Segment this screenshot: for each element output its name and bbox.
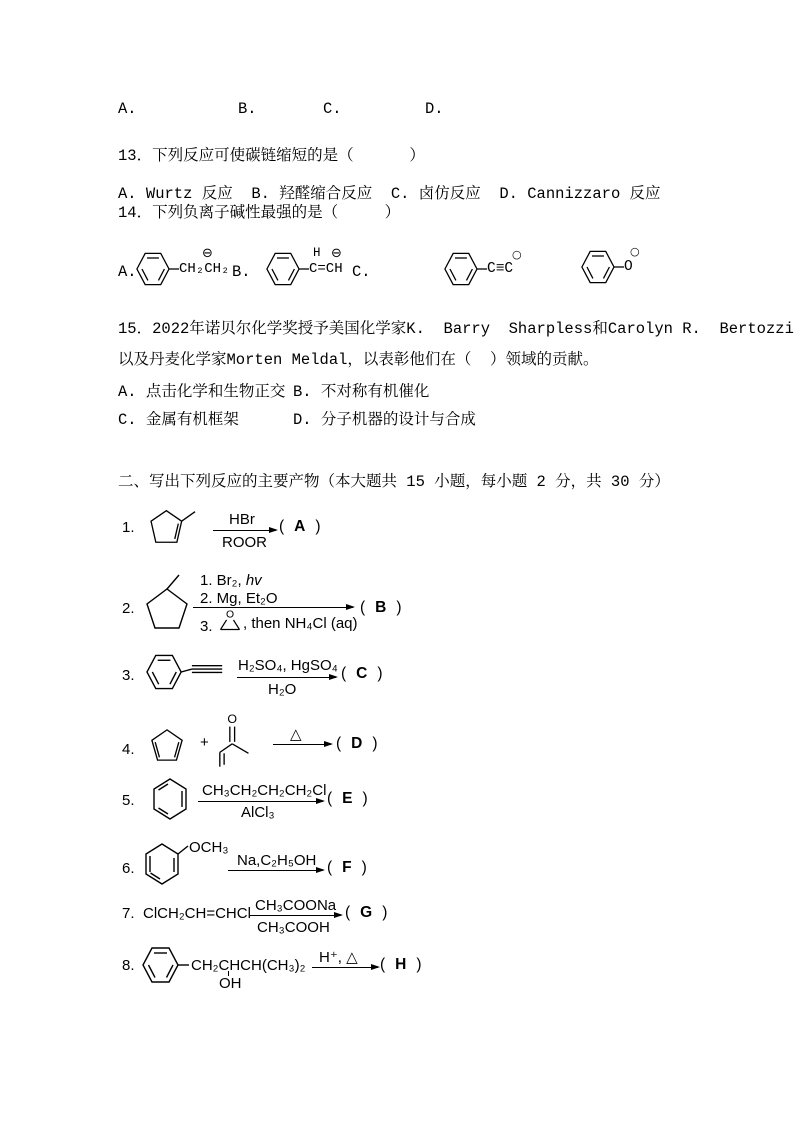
q14-structure-b-hydrogen: H: [313, 246, 321, 260]
q14-structure-c-formula: C≡C: [487, 261, 514, 277]
reaction-5-reagent-below: AlCl₃: [241, 804, 275, 821]
epoxide-oxygen-label: O: [225, 609, 235, 621]
reaction-1-reagent-above: HBr: [229, 511, 255, 528]
negative-charge-icon: ⊖: [202, 246, 213, 261]
reaction-arrow: [273, 744, 331, 745]
paren-close: ): [361, 859, 367, 876]
plus-sign: +: [200, 734, 209, 751]
question-15-option-b: B. 不对称有机催化: [293, 383, 430, 401]
benzene-ring: [266, 250, 310, 288]
q12-option-d-label: D.: [425, 100, 444, 118]
question-15-option-a: A. 点击化学和生物正交: [118, 383, 286, 401]
reaction-arrow: [312, 967, 378, 968]
phenylacetylene-structure: [146, 652, 230, 692]
anisole-ring-structure: [144, 841, 190, 885]
question-15-stem-line1: 15．2022年诺贝尔化学奖授予美国化学家K. Barry Sharpless和Carolyn R. Bertozzi: [118, 320, 794, 338]
question-13-stem: 13．下列反应可使碳链缩短的是（ ）: [118, 147, 425, 165]
reaction-2-condition-2: 2. Mg, Et₂O: [200, 590, 278, 607]
reaction-5-number: 5.: [122, 792, 135, 809]
reaction-8-reagent-above: H⁺, △: [319, 949, 358, 966]
q14-structure-b-formula: C=CH: [309, 261, 343, 277]
hydroxyl-label: OH: [219, 975, 242, 992]
product-letter: B: [375, 599, 387, 616]
product-letter: D: [351, 735, 363, 752]
reaction-8-number: 8.: [122, 957, 135, 974]
reaction-2-product: [360, 599, 402, 617]
reaction-7-reagent-below: CH₃COOH: [257, 919, 330, 936]
reaction-2-condition-3-text: , then NH₄Cl (aq): [243, 615, 358, 632]
reaction-arrow: [250, 915, 341, 916]
question-13-options: A. Wurtz 反应 B. 羟醛缩合反应 C. 卤仿反应 D. Cannizzaro 反应: [118, 185, 661, 203]
cyclopentadiene-structure: [150, 727, 184, 763]
reaction-7-number: 7.: [122, 905, 135, 922]
paren-close: ): [377, 665, 383, 682]
product-letter: E: [342, 790, 353, 807]
methyl-vinyl-ketone-structure: [216, 710, 258, 768]
benzene-ring: [581, 248, 625, 286]
paren-open: (: [279, 518, 285, 535]
benzene-ring: [136, 250, 180, 288]
q14-structure-a-formula: CH₂CH₂: [179, 261, 230, 277]
methylcyclopentane-structure: [145, 571, 189, 637]
reaction-1-reagent-below: ROOR: [222, 534, 267, 551]
q14-structure-d-formula: O: [624, 259, 633, 275]
reaction-3-reagent-below: H₂O: [268, 681, 297, 698]
paren-close: ): [396, 599, 402, 616]
q12-option-c-label: C.: [323, 100, 342, 118]
reaction-4-product: [336, 735, 378, 753]
paren-close: ): [382, 904, 388, 921]
reaction-4-number: 4.: [122, 741, 135, 758]
condition-1-hv: hv: [245, 572, 262, 589]
reaction-1-product: [279, 518, 321, 536]
benzene-ring: [152, 778, 188, 820]
reaction-5-product: [327, 790, 368, 808]
reaction-7-reagent-above: CH₃COONa: [255, 897, 337, 914]
reaction-6-product: [327, 859, 367, 877]
benzene-ring: [444, 250, 488, 288]
product-letter: A: [294, 518, 306, 535]
question-14-stem: 14．下列负离子碱性最强的是（ ）: [118, 204, 401, 222]
reaction-arrow: [213, 530, 276, 531]
reaction-arrow: [228, 870, 323, 871]
product-letter: C: [356, 665, 368, 682]
reaction-2-condition-3-number: 3.: [200, 618, 213, 635]
paren-open: (: [360, 599, 366, 616]
paren-close: ): [315, 518, 321, 535]
methoxy-substituent-label: OCH₃: [189, 839, 229, 856]
section-2-heading: 二、写出下列反应的主要产物（本大题共 15 小题，每小题 2 分，共 30 分）: [118, 473, 670, 491]
condition-1-text: 1. Br₂,: [200, 572, 246, 589]
paren-open: (: [327, 859, 333, 876]
question-15-stem-line2: 以及丹麦化学家Morten Meldal，以表彰他们在（ ）领域的贡献。: [118, 351, 599, 369]
reaction-7-reactant: ClCH₂CH=CHCl: [143, 905, 251, 922]
q14-structure-a-label: A.: [118, 263, 137, 281]
negative-charge-icon: ○: [512, 248, 522, 261]
methylcyclopentene-structure: [150, 504, 198, 548]
benzene-ring: [142, 945, 190, 985]
q14-structure-c-label: C.: [352, 263, 371, 281]
question-15-option-d: D. 分子机器的设计与合成: [293, 411, 476, 429]
reaction-2-condition-1: [200, 572, 262, 589]
reaction-1-number: 1.: [122, 519, 135, 536]
paren-close: ): [416, 956, 422, 973]
product-letter: F: [342, 859, 352, 876]
reaction-arrow: [237, 677, 336, 678]
paren-open: (: [380, 956, 386, 973]
paren-open: (: [345, 904, 351, 921]
paren-close: ): [372, 735, 378, 752]
reaction-8-product: [380, 956, 422, 974]
question-15-option-c: C. 金属有机框架: [118, 411, 239, 429]
reaction-6-reagent-above: Na,C₂H₅OH: [237, 852, 317, 869]
epoxide-structure: [217, 608, 243, 632]
q14-structure-b-label: B.: [232, 263, 251, 281]
carbonyl-oxygen-label: O: [227, 711, 238, 726]
reaction-7-product: [345, 904, 387, 922]
reaction-3-reagent-above: H₂SO₄, HgSO₄: [238, 657, 338, 674]
paren-open: (: [341, 665, 347, 682]
negative-charge-icon: ○: [630, 245, 640, 258]
reaction-3-number: 3.: [122, 667, 135, 684]
reaction-6-number: 6.: [122, 860, 135, 877]
paren-close: ): [362, 790, 368, 807]
paren-open: (: [327, 790, 333, 807]
reaction-2-number: 2.: [122, 600, 135, 617]
q12-option-b-label: B.: [238, 100, 257, 118]
heat-triangle-icon: △: [290, 726, 302, 743]
product-letter: G: [360, 904, 373, 921]
reaction-arrow: [198, 801, 323, 802]
q12-option-a-label: A.: [118, 100, 137, 118]
reaction-8-chain-formula: CH₂CHCH(CH₃)₂: [191, 957, 306, 974]
reaction-3-product: [341, 665, 383, 683]
reaction-5-reagent-above: CH₃CH₂CH₂CH₂Cl: [202, 782, 327, 799]
negative-charge-icon: ⊖: [331, 246, 342, 261]
product-letter: H: [395, 956, 407, 973]
paren-open: (: [336, 735, 342, 752]
